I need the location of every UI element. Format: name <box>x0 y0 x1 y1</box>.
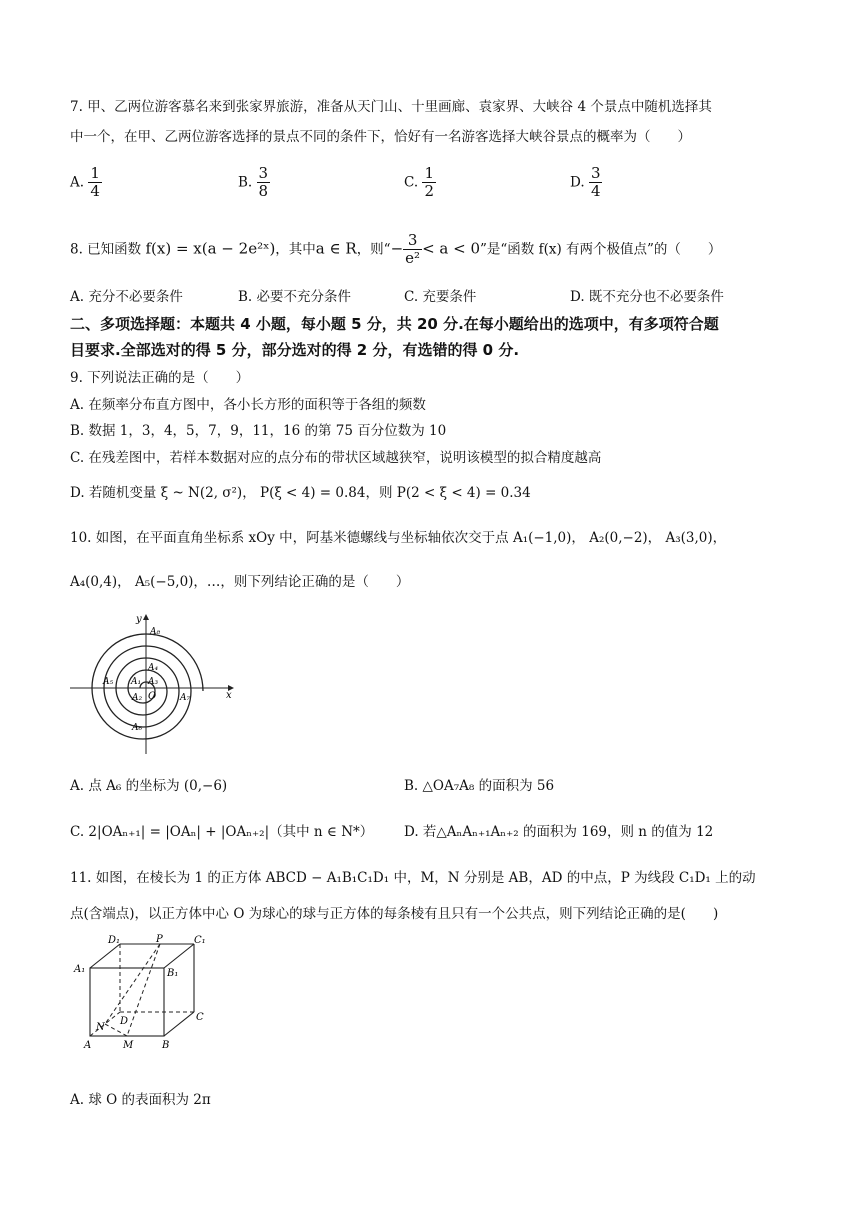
q8-function: f(x) = x(a − 2e²ˣ) <box>145 239 276 258</box>
q11-stem-line2: 点(含端点)，以正方体中心 O 为球心的球与正方体的每条棱有且只有一个公共点，则下列结论正确的是( ) <box>70 906 719 922</box>
q8-condition: a ∈ R <box>315 239 357 258</box>
numerator: 1 <box>424 164 434 182</box>
label-m: M <box>123 1040 134 1051</box>
fraction <box>257 165 271 201</box>
option-label: B. <box>238 174 253 191</box>
label-a1: A₁ <box>74 964 86 975</box>
option-label: C. <box>404 174 419 191</box>
fraction <box>422 165 436 201</box>
q8-range: < a < 0 <box>422 239 480 258</box>
q10-stem-line2: A₄(0,4)， A₅(−5,0)，…，则下列结论正确的是（ ） <box>70 574 410 590</box>
cube-figure <box>68 934 218 1074</box>
edge-bc <box>164 1012 194 1036</box>
edge-a1d1 <box>90 944 120 968</box>
label-x: x <box>226 690 232 701</box>
q10-option-b: B. △OA₇A₈ 的面积为 56 <box>404 778 555 794</box>
label-b1: B₁ <box>167 968 179 979</box>
label-c1: C₁ <box>194 935 206 946</box>
label-a3: A₃ <box>148 677 159 687</box>
label-y: y <box>136 614 142 625</box>
q7-stem-line2: 中一个，在甲、乙两位游客选择的景点不同的条件下，恰好有一名游客选择大峡谷景点的概率为（ ） <box>70 129 691 145</box>
denominator: e² <box>405 249 421 268</box>
q9-option-d: D. 若随机变量 ξ ~ N(2, σ²)， P(ξ < 4) = 0.84，则 P(2 < ξ < 4) = 0.34 <box>70 485 531 501</box>
q11-stem-line1: 11. 如图，在棱长为 1 的正方体 ABCD − A₁B₁C₁D₁ 中，M，N 分别是 AB，AD 的中点，P 为线段 C₁D₁ 上的动 <box>70 870 756 886</box>
q8-option-b: B. 必要不充分条件 <box>238 289 352 305</box>
section2-heading-line2: 目要求.全部选对的得 5 分，部分选对的得 2 分，有选错的得 0 分. <box>70 341 520 359</box>
label-a2: A₂ <box>132 693 143 703</box>
q8-suffix: ”是“函数 f(x) 有两个极值点”的（ ） <box>480 241 722 258</box>
q8-option-a: A. 充分不必要条件 <box>70 289 183 305</box>
q10-option-a: A. 点 A₆ 的坐标为 (0,−6) <box>70 778 228 794</box>
label-a6: A₆ <box>132 723 143 733</box>
numerator: 3 <box>590 164 601 182</box>
q7-option-c <box>404 165 436 201</box>
label-a8: A₈ <box>150 627 161 637</box>
q9-option-c: C. 在残差图中，若样本数据对应的点分布的带状区域越狭窄，说明该模型的拟合精度越高 <box>70 450 602 466</box>
numerator: 1 <box>90 164 100 182</box>
q7-option-d <box>570 165 602 201</box>
q11-option-a: A. 球 O 的表面积为 2π <box>70 1092 211 1108</box>
label-b: B <box>162 1040 170 1051</box>
q8-stem <box>70 232 721 268</box>
q8-prefix: 8. 已知函数 <box>70 241 142 258</box>
option-label: A. <box>70 174 85 191</box>
numerator: 3 <box>258 164 269 182</box>
q10-stem-line1: 10. 如图，在平面直角坐标系 xOy 中，阿基米德螺线与坐标轴依次交于点 A₁(−1,0)， A₂(0,−2)， A₃(3,0)， <box>70 530 727 546</box>
q10-option-d: D. 若△AₙAₙ₊₁Aₙ₊₂ 的面积为 169，则 n 的值为 12 <box>404 824 714 840</box>
q8-mid1: ，其中 <box>275 241 316 258</box>
denominator: 2 <box>424 182 434 201</box>
numerator: 3 <box>403 232 422 250</box>
label-d1: D₁ <box>108 935 121 946</box>
q8-option-c: C. 充要条件 <box>404 289 477 305</box>
label-a1: A₁ <box>131 677 142 687</box>
label-d: D <box>120 1016 129 1027</box>
q8-fraction <box>403 232 422 268</box>
y-axis-arrow <box>143 614 149 620</box>
q9-stem: 9. 下列说法正确的是（ ） <box>70 370 250 386</box>
fraction <box>88 165 102 201</box>
edge-b1c1 <box>164 944 194 968</box>
denominator: 4 <box>590 182 601 201</box>
section2-heading-line1: 二、多项选择题：本题共 4 小题，每小题 5 分，共 20 分.在每小题给出的选项中，有多项符合题 <box>70 315 719 333</box>
q8-mid2: ，则“ <box>356 241 391 258</box>
q7-stem-line1: 7. 甲、乙两位游客慕名来到张家界旅游，准备从天门山、十里画廊、袁家界、大峡谷 4 个景点中随机选择其 <box>70 99 712 115</box>
spiral-figure <box>68 612 243 757</box>
q9-option-a: A. 在频率分布直方图中，各小长方形的面积等于各组的频数 <box>70 397 426 413</box>
label-p: P <box>156 934 163 945</box>
fraction <box>589 165 603 201</box>
label-a4: A₄ <box>148 663 159 673</box>
label-c: C <box>196 1012 204 1023</box>
q7-option-a <box>70 165 102 201</box>
label-a7: A₇ <box>180 693 191 703</box>
q9-option-b: B. 数据 1，3，4，5，7，9，11，16 的第 75 百分位数为 10 <box>70 423 447 439</box>
label-a5: A₅ <box>103 677 114 687</box>
denominator: 4 <box>90 182 100 201</box>
label-a: A <box>84 1040 92 1051</box>
label-origin: O <box>148 691 157 702</box>
option-label: D. <box>570 174 585 191</box>
label-n: N <box>96 1022 105 1033</box>
q10-option-c: C. 2|OAₙ₊₁| = |OAₙ| + |OAₙ₊₂|（其中 n ∈ N*） <box>70 824 374 840</box>
segment-pm <box>127 944 160 1036</box>
q8-option-d: D. 既不充分也不必要条件 <box>570 289 724 305</box>
q8-neg-sign: − <box>390 239 404 258</box>
q7-option-b <box>238 165 270 201</box>
denominator: 8 <box>258 182 269 201</box>
